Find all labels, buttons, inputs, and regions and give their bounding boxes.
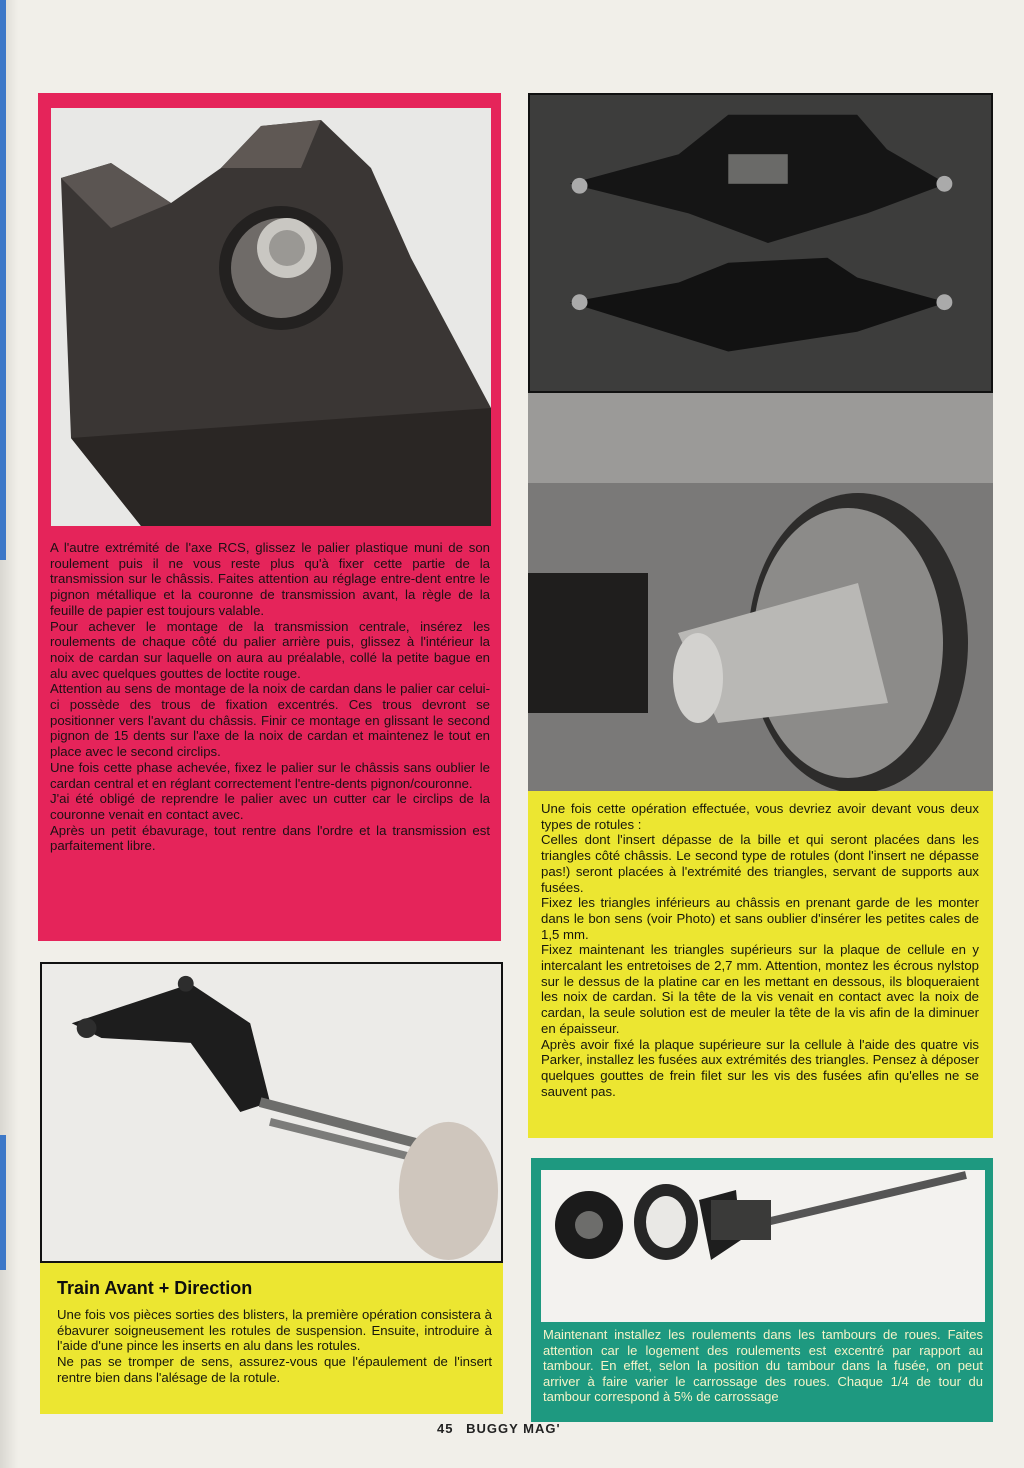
paragraph: Après un petit ébavurage, tout rentre dans l'ordre et la transmission est parfaitement libre. (50, 822, 490, 854)
paragraph: Une fois cette phase achevée, fixez le palier sur le châssis sans oublier le cardan central et en réglant correctement l'entre-dents pignon/couronne. (50, 759, 490, 791)
paragraph: J'ai été obligé de reprendre le palier avec un cutter car le circlips de la couronne venait en contact avec. (50, 791, 490, 822)
teal-article-text (543, 1327, 983, 1405)
section-heading: Train Avant + Direction (57, 1278, 253, 1298)
paragraph: Attention au sens de montage de la noix de cardan dans le palier car celui-ci possède des trous de fixation excentrés. Ces trous devront se positionner vers l'avant du châssis. Finir ce montage en glissant le second pignon de 15 dents sur l'axe de la noix de cardan et maintenez le tout en place avec le second circlips. (50, 681, 490, 760)
paragraph: Maintenant installez les roulements dans les tambours de roues. Faites attention car le logement des roulements est excentré par rapport au tambour. En effet, selon la position du tambour dans la fusée, on peut arriver à faire varier le carrossage des roues. Chaque 1/4 de tour du tambour correspond à 5% de carrossage (543, 1327, 983, 1405)
pliers-triangle-photo (40, 962, 503, 1263)
paragraph: Celles dont l'insert dépasse de la bille et qui seront placées dans les triangles côté châssis. Le second type de rotules (dont l'insert ne dépasse pas!) seront placées à l'extrémité des triangles, servant de supports aux fusées. (541, 832, 979, 895)
page-number: 45 (437, 1421, 454, 1436)
paragraph: Ne pas se tromper de sens, assurez-vous que l'épaulement de l'insert rentre bien dans l'alésage de la rotule. (57, 1354, 492, 1385)
paragraph: Une fois cette opération effectuée, vous devriez avoir devant vous deux types de rotules : (541, 801, 979, 832)
page-footer (437, 1421, 561, 1436)
blue-edge-tab (0, 0, 6, 560)
cardan-closeup-photo (528, 393, 993, 791)
train-avant-text (57, 1307, 492, 1386)
gear-bearing-photo (51, 108, 491, 526)
magazine-name: BUGGY MAG' (466, 1421, 561, 1436)
blue-edge-tab (0, 1135, 6, 1270)
red-article-text (50, 540, 490, 854)
paragraph: Fixez les triangles inférieurs au châssis en prenant garde de les monter dans le bon sens (voir Photo) et sans oublier d'insérer les petites cales de 1,5 mm. (541, 895, 979, 942)
paragraph: Une fois vos pièces sorties des blisters, la première opération consistera à ébavurer soigneusement les rotules de suspension. Ensuite, introduire à l'aide d'une pince les inserts en alu dans les rotules. (57, 1307, 492, 1354)
paragraph: A l'autre extrémité de l'axe RCS, glissez le palier plastique muni de son roulement puis il ne vous reste plus qu'à fixer cette partie de la transmission sur le châssis. Faites attention au réglage entre-dent entre le pignon métallique et la couronne de transmission avant, la règle de la feuille de papier est toujours valable. (50, 540, 490, 618)
yellow-article-text (541, 801, 979, 1099)
wheel-hub-parts-photo (541, 1170, 985, 1322)
paragraph: Après avoir fixé la plaque supérieure sur la cellule à l'aide des quatre vis Parker, installez les fusées aux extrémités des triangles. Pensez à déposer quelques gouttes de frein filet sur les vis des fusées afin qu'elles ne se sauvent pas. (541, 1036, 979, 1099)
suspension-plates-photo (528, 93, 993, 393)
paragraph: Fixez maintenant les triangles supérieurs sur la plaque de cellule en y intercalant les entretoises de 2,7 mm. Attention, montez les écrous nylstop sur le dessus de la platine car en les mettant en dessous, ils bloqueraient les noix de cardan. Si la tête de la vis venait en contact avec la noix de cardan, la seule solution est de meuler la tête de la vis afin de la diminuer en épaisseur. (541, 942, 979, 1036)
paragraph: Pour achever le montage de la transmission centrale, insérez les roulements de chaque côté du palier arrière puis, glissez à l'intérieur la noix de cardan sur laquelle on aura au préalable, collé la petite bague en alu avec quelques gouttes de loctite rouge. (50, 618, 490, 681)
